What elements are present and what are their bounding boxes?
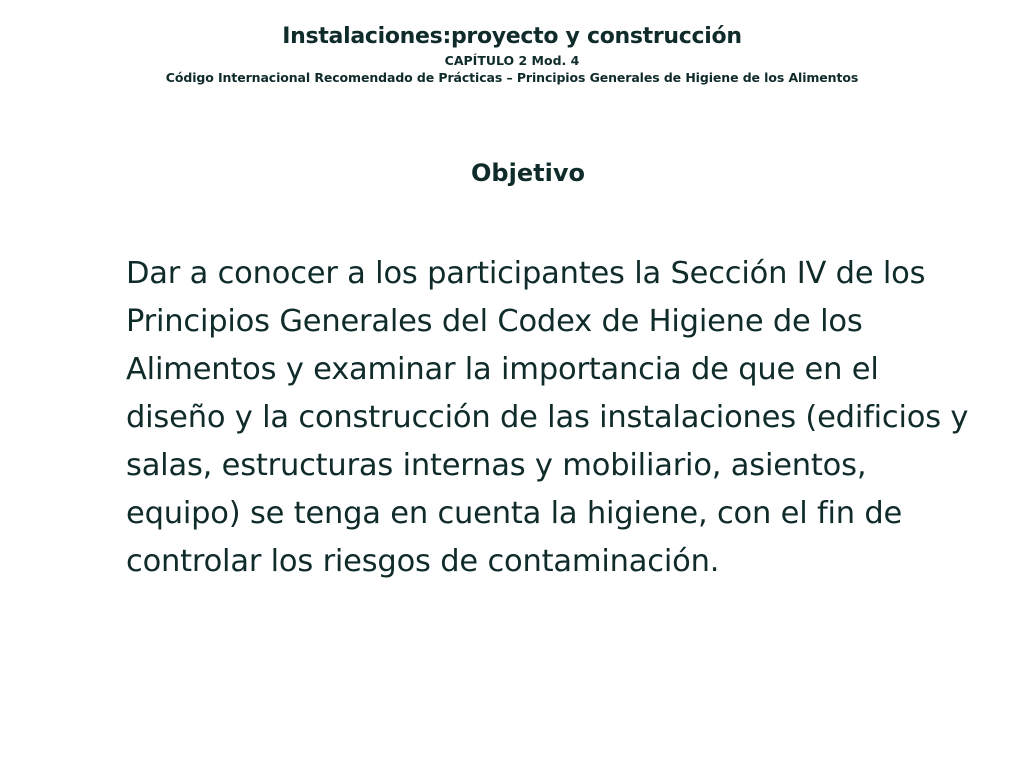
objective-body-text: Dar a conocer a los participantes la Sección IV de los Principios Generales del Codex de Higiene de los Alimentos y examinar la importancia de que en el diseño y la construcción de las instalaciones (edificios y salas, estructuras internas y mobiliario, asientos, equipo) se tenga en cuenta la higiene, con el fin de controlar los riesgos de contaminación. [126, 256, 969, 579]
slide-header [0, 22, 1024, 86]
chapter-label: CAPÍTULO 2 Mod. 4 [444, 53, 580, 68]
code-subtitle: Código Internacional Recomendado de Prácticas – Principios Generales de Higiene de los Alimentos [165, 70, 859, 85]
slide-title: Instalaciones:proyecto y construcción [282, 24, 742, 49]
objective-heading: Objetivo [471, 159, 585, 187]
